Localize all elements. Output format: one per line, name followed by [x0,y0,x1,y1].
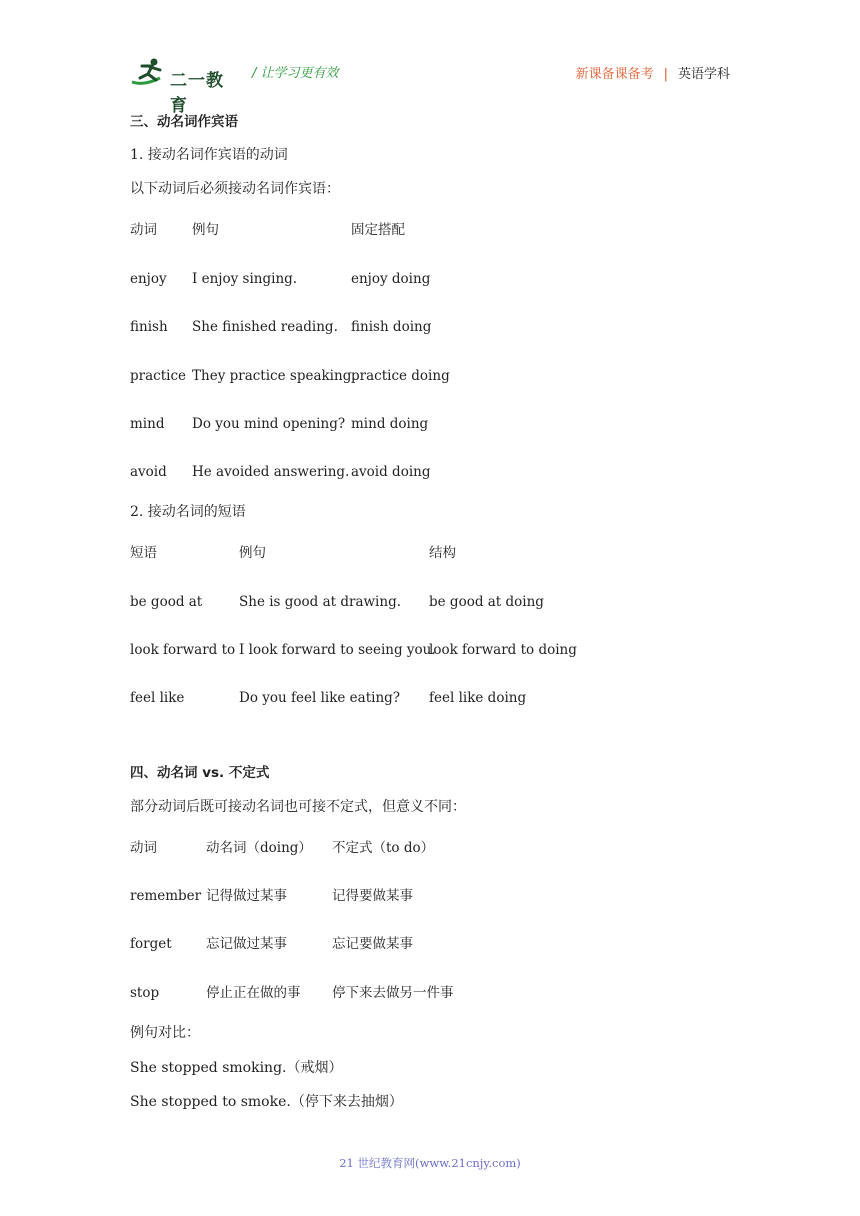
example-2: She stopped to smoke.（停下来去抽烟） [130,1094,403,1110]
table-cell: 记得要做某事 [332,888,413,904]
table-cell: practice [130,368,186,384]
table-cell: She is good at drawing. [239,594,401,610]
table-cell: be good at doing [429,594,544,610]
table-header: 动名词（doing） [206,840,312,856]
header-tagline: 新课备课备考 [575,67,654,82]
table-header: 固定搭配 [351,222,405,238]
runner-logo-icon [130,56,170,88]
table-cell: 忘记要做某事 [332,936,413,952]
table-cell: She finished reading. [192,319,338,335]
table-cell: feel like [130,690,185,706]
table-cell: look forward to doing [429,642,577,658]
table-cell: look forward to [130,642,236,658]
slogan: / 让学习更有效 [252,66,339,81]
table-header: 动词 [130,840,157,856]
table-cell: 记得做过某事 [206,888,287,904]
header-subject: 英语学科 [677,67,730,82]
header-separator: | [663,67,668,82]
table-cell: enjoy [130,271,167,287]
table-header: 不定式（to do） [332,840,435,856]
table-cell: mind doing [351,416,429,432]
table-cell: be good at [130,594,203,610]
table-cell: 停下来去做另一件事 [332,985,454,1001]
logo-text: 二一教育 [170,71,224,116]
header-right [576,63,730,82]
page-footer: 21 世纪教育网(www.21cnjy.com) [339,1156,521,1170]
table-cell: avoid doing [351,464,431,480]
section3-sub2: 2. 接动名词的短语 [130,504,246,520]
table-cell: feel like doing [429,690,527,706]
table-cell: mind [130,416,165,432]
table-cell: forget [130,936,172,952]
table-cell: Do you feel like eating? [239,690,401,706]
table-header: 动词 [130,222,157,238]
table-cell: They practice speaking. [192,368,356,384]
logo [130,56,240,116]
table-cell: finish doing [351,319,432,335]
section4-title: 四、动名词 vs. 不定式 [130,765,270,781]
section3-intro: 以下动词后必须接动名词作宾语： [130,181,340,197]
table-header: 短语 [130,545,157,561]
table-cell: remember [130,888,202,904]
compare-label: 例句对比： [130,1025,200,1041]
table-cell: Do you mind opening? [192,416,346,432]
table-cell: I look forward to seeing you. [239,642,436,658]
table-cell: practice doing [351,368,450,384]
table-cell: enjoy doing [351,271,431,287]
table-header: 例句 [239,545,266,561]
table-cell: He avoided answering. [192,464,350,480]
page-header [130,52,730,116]
table-cell: avoid [130,464,167,480]
table-cell: finish [130,319,168,335]
example-1: She stopped smoking.（戒烟） [130,1060,343,1076]
table-cell: 忘记做过某事 [206,936,287,952]
table-header: 例句 [192,222,219,238]
table-header: 结构 [429,545,456,561]
section3-sub1: 1. 接动名词作宾语的动词 [130,147,288,163]
table-cell: 停止正在做的事 [206,985,301,1001]
table-cell: I enjoy singing. [192,271,298,287]
section3-title: 三、动名词作宾语 [130,114,238,130]
section4-intro: 部分动词后既可接动名词也可接不定式，但意义不同： [130,799,466,815]
table-cell: stop [130,985,160,1001]
